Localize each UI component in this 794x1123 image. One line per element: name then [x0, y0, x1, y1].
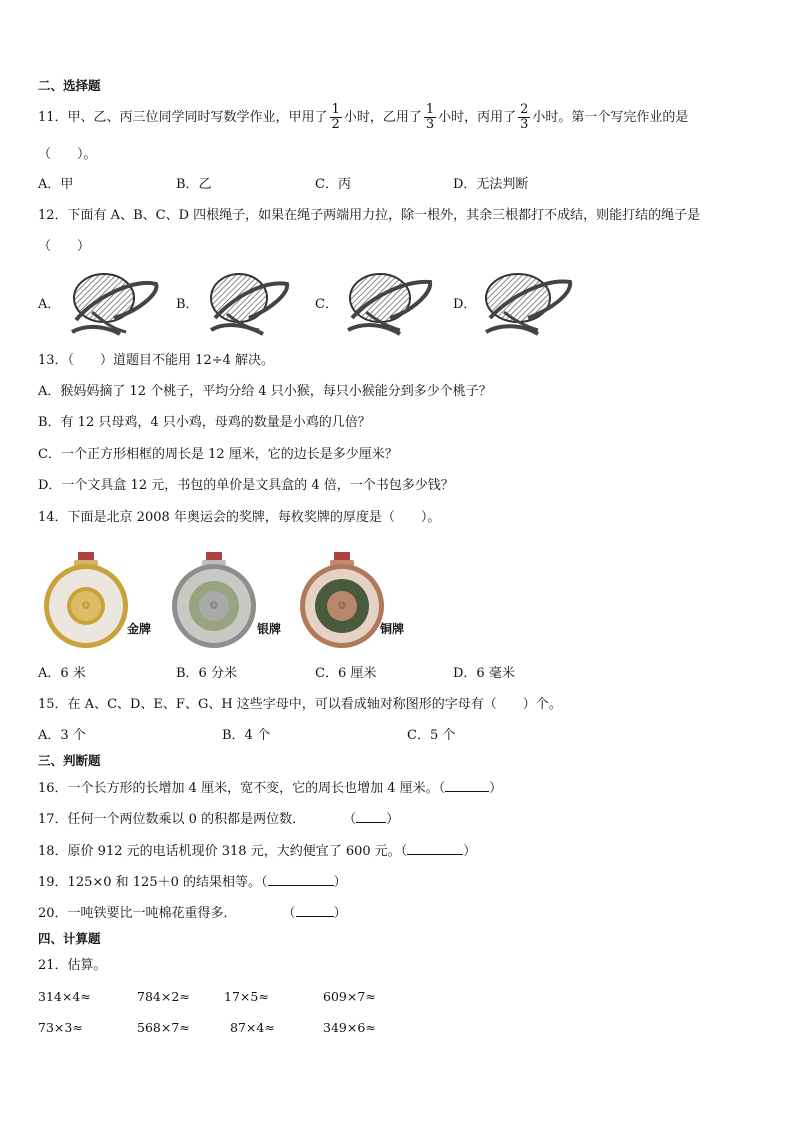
q13-option-c[interactable]: C．一个正方形相框的周长是 12 厘米，它的边长是多少厘米？: [38, 447, 398, 462]
question-17: 17．任何一个两位数乘以 0 的积都是两位数． （ ）: [38, 812, 400, 827]
fraction-one-half: $\frac{1}{2}$: [331, 102, 340, 132]
question-21-stem: 21．估算。: [38, 958, 107, 973]
section-heading-judge: 三、判断题: [38, 753, 101, 768]
q11-option-a[interactable]: A．甲: [38, 177, 74, 192]
question-19: 19．125×0 和 125＋0 的结果相等。（ ）: [38, 875, 347, 890]
q12-option-c-label[interactable]: C．: [315, 297, 338, 312]
estimate-item[interactable]: 349×6≈: [323, 1020, 376, 1035]
estimate-item[interactable]: 73×3≈: [38, 1020, 83, 1035]
question-16: 16．一个长方形的长增加 4 厘米，宽不变，它的周长也增加 4 厘米。（ ）: [38, 781, 503, 796]
q11-text-c: 小时，丙用了: [438, 110, 517, 125]
q15-option-a[interactable]: A．3 个: [38, 728, 86, 743]
q17-answer-blank[interactable]: [356, 810, 386, 823]
silver-medal-label: 银牌: [257, 622, 282, 636]
rope-knot-d-image[interactable]: [478, 268, 574, 340]
q12-option-a-label[interactable]: A．: [38, 297, 61, 312]
question-18: 18．原价 912 元的电话机现价 318 元，大约便宜了 600 元。（ ）: [38, 844, 477, 859]
rope-knot-c-image[interactable]: [342, 268, 434, 340]
question-13-stem: 13．（ ）道题目不能用 12÷4 解决。: [38, 353, 275, 368]
q11-text-a: 11．甲、乙、丙三位同学同时写数学作业，甲用了: [38, 110, 328, 125]
q19-answer-blank[interactable]: [268, 873, 334, 886]
question-20: 20．一吨铁要比一吨棉花重得多． （ ）: [38, 906, 347, 921]
q11-text-b: 小时，乙用了: [343, 110, 422, 125]
bronze-medal-label: 铜牌: [380, 622, 405, 636]
silver-medal-image: [168, 550, 260, 650]
q15-option-b[interactable]: B．4 个: [222, 728, 270, 743]
rope-knot-b-image[interactable]: [203, 268, 291, 340]
q11-answer-paren: （ ）。: [38, 147, 97, 162]
q15-option-c[interactable]: C．5 个: [407, 728, 456, 743]
svg-text:☺: ☺: [337, 601, 347, 610]
rope-knot-a-image[interactable]: [66, 268, 162, 340]
q14-option-a[interactable]: A．6 米: [38, 666, 86, 681]
estimate-item[interactable]: 609×7≈: [323, 989, 376, 1004]
q12-option-d-label[interactable]: D．: [453, 297, 477, 312]
section-heading-choice: 二、选择题: [38, 78, 101, 93]
q20-answer-blank[interactable]: [296, 904, 334, 917]
question-11-stem: [38, 103, 688, 132]
q12-option-b-label[interactable]: B．: [176, 297, 199, 312]
gold-medal-image: [40, 550, 132, 650]
q13-option-a[interactable]: A．猴妈妈摘了 12 个桃子，平均分给 4 只小猴，每只小猴能分到多少个桃子？: [38, 384, 492, 399]
question-14-stem: 14．下面是北京 2008 年奥运会的奖牌，每枚奖牌的厚度是（ ）。: [38, 510, 441, 525]
q11-text-d: 小时。第一个写完作业的是: [532, 110, 689, 125]
q11-option-d[interactable]: D．无法判断: [453, 177, 529, 192]
svg-text:☺: ☺: [209, 601, 219, 610]
question-15-stem: 15．在 A、C、D、E、F、G、H 这些字母中，可以看成轴对称图形的字母有（ ）个。: [38, 697, 562, 712]
question-12-stem: 12．下面有 A、B、C、D 四根绳子，如果在绳子两端用力拉，除一根外，其余三根都打不成结，则能打结的绳子是: [38, 208, 701, 223]
q13-option-d[interactable]: D．一个文具盒 12 元，书包的单价是文具盒的 4 倍，一个书包多少钱？: [38, 478, 454, 493]
bronze-medal-image: [296, 550, 388, 650]
q11-option-c[interactable]: C．丙: [315, 177, 351, 192]
q16-answer-blank[interactable]: [445, 779, 489, 792]
svg-text:☺: ☺: [81, 601, 91, 610]
q13-option-b[interactable]: B．有 12 只母鸡，4 只小鸡，母鸡的数量是小鸡的几倍？: [38, 415, 371, 430]
gold-medal-label: 金牌: [127, 622, 152, 636]
estimate-item[interactable]: 568×7≈: [137, 1020, 190, 1035]
q12-answer-paren: （ ）: [38, 239, 91, 254]
fraction-two-thirds: $\frac{2}{3}$: [520, 102, 529, 132]
q14-option-d[interactable]: D．6 毫米: [453, 666, 515, 681]
q14-option-b[interactable]: B．6 分米: [176, 666, 237, 681]
estimate-item[interactable]: 784×2≈: [137, 989, 190, 1004]
section-heading-calc: 四、计算题: [38, 931, 101, 946]
q11-option-b[interactable]: B．乙: [176, 177, 212, 192]
estimate-item[interactable]: 314×4≈: [38, 989, 91, 1004]
q18-answer-blank[interactable]: [407, 842, 463, 855]
fraction-one-third: $\frac{1}{3}$: [425, 102, 435, 132]
q14-option-c[interactable]: C．6 厘米: [315, 666, 377, 681]
estimate-item[interactable]: 87×4≈: [230, 1020, 275, 1035]
estimate-item[interactable]: 17×5≈: [224, 989, 269, 1004]
